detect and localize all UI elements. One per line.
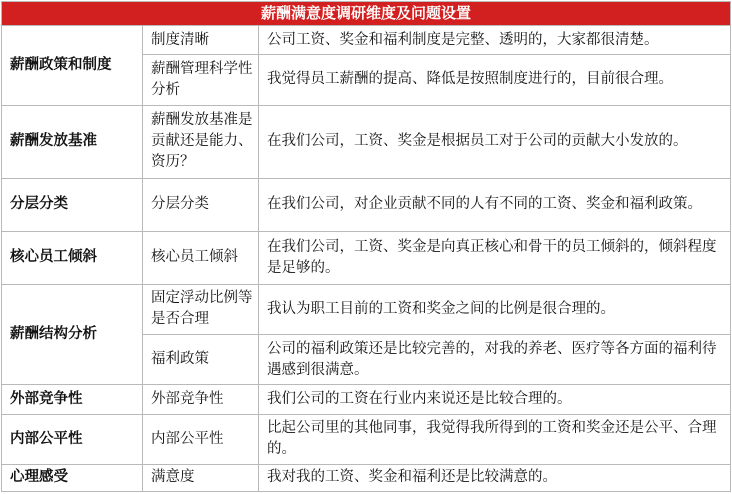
- question-cell: 在我们公司，工资、奖金是向真正核心和骨干的员工倾斜的，倾斜程度是足够的。: [259, 231, 731, 284]
- survey-dimension-table: [1, 1, 731, 492]
- dimension-cell: 分层分类: [2, 178, 143, 231]
- sub-dimension-cell: 福利政策: [143, 335, 259, 385]
- sub-dimension-cell: 内部公平性: [143, 414, 259, 464]
- table-row: [2, 414, 731, 464]
- table-row: [2, 231, 731, 284]
- table-row: [2, 26, 731, 54]
- table-title: 薪酬满意度调研维度及问题设置: [2, 2, 731, 26]
- dimension-cell: 薪酬政策和制度: [2, 26, 143, 105]
- question-cell: 公司工资、奖金和福利制度是完整、透明的，大家都很清楚。: [259, 26, 731, 54]
- table-title-row: [2, 2, 731, 26]
- sub-dimension-cell: 薪酬管理科学性分析: [143, 54, 259, 105]
- question-cell: 在我们公司，对企业贡献不同的人有不同的工资、奖金和福利政策。: [259, 178, 731, 231]
- dimension-cell: 核心员工倾斜: [2, 231, 143, 284]
- question-cell: 公司的福利政策还是比较完善的，对我的养老、医疗等各方面的福利待遇感到很满意。: [259, 335, 731, 385]
- question-cell: 我们公司的工资在行业内来说还是比较合理的。: [259, 385, 731, 414]
- question-cell: 我认为职工目前的工资和奖金之间的比例是很合理的。: [259, 284, 731, 335]
- sub-dimension-cell: 薪酬发放基准是贡献还是能力、资历？: [143, 105, 259, 178]
- table-row: [2, 464, 731, 492]
- sub-dimension-cell: 分层分类: [143, 178, 259, 231]
- table-row: [2, 284, 731, 335]
- question-cell: 比起公司里的其他同事，我觉得我所得到的工资和奖金还是公平、合理的。: [259, 414, 731, 464]
- sub-dimension-cell: 制度清晰: [143, 26, 259, 54]
- dimension-cell: 心理感受: [2, 464, 143, 492]
- table-row: [2, 385, 731, 414]
- sub-dimension-cell: 固定浮动比例等是否合理: [143, 284, 259, 335]
- question-cell: 我对我的工资、奖金和福利还是比较满意的。: [259, 464, 731, 492]
- dimension-cell: 内部公平性: [2, 414, 143, 464]
- sub-dimension-cell: 外部竞争性: [143, 385, 259, 414]
- dimension-cell: 外部竞争性: [2, 385, 143, 414]
- question-cell: 我觉得员工薪酬的提高、降低是按照制度进行的，目前很合理。: [259, 54, 731, 105]
- sub-dimension-cell: 满意度: [143, 464, 259, 492]
- sub-dimension-cell: 核心员工倾斜: [143, 231, 259, 284]
- question-cell: 在我们公司，工资、奖金是根据员工对于公司的贡献大小发放的。: [259, 105, 731, 178]
- dimension-cell: 薪酬发放基准: [2, 105, 143, 178]
- dimension-cell: 薪酬结构分析: [2, 284, 143, 385]
- table-row: [2, 178, 731, 231]
- table-row: [2, 105, 731, 178]
